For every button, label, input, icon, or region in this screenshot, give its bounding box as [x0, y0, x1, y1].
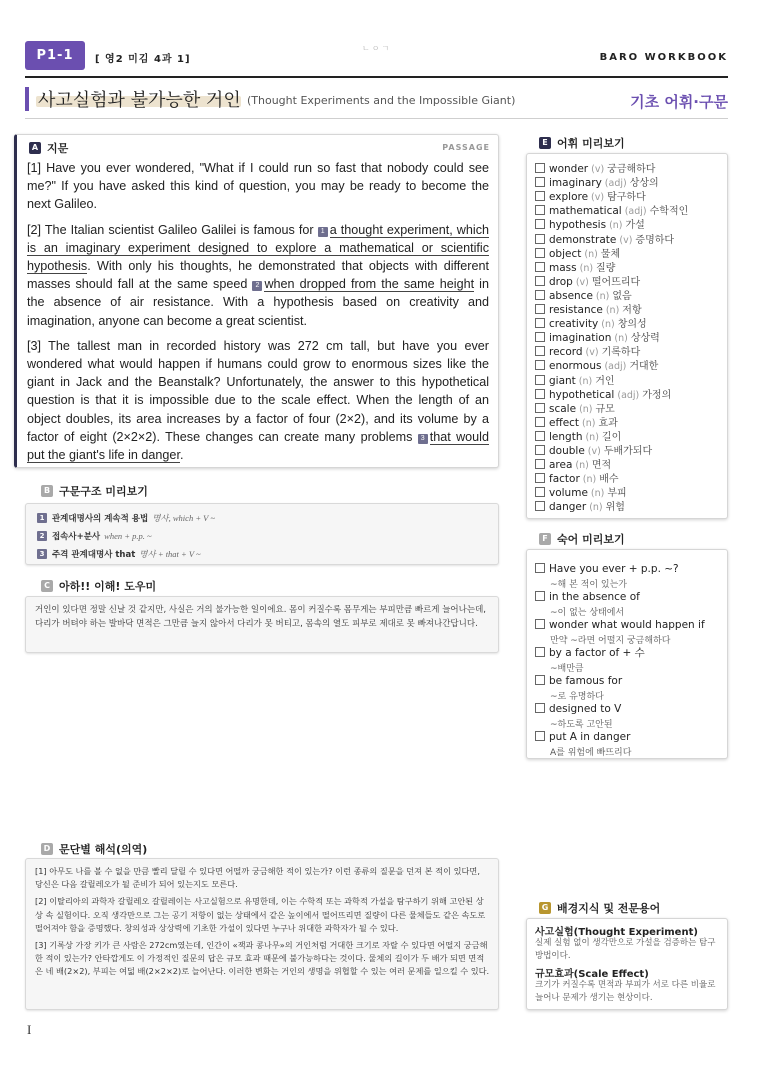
vocab-word: length	[549, 430, 583, 443]
passage-paragraph-2: [2] The Italian scientist Galileo Galilei is famous for 1 a thought experiment, which is an imaginary experiment designed to explore a mathematical or scientific hypothesis. With only his thoughts, he demonstrated that objects with different masses should fall at the same speed 2 when dropped from the same height in the absence of air resistance. With a hypothesis based on creativity and imagination, anyone can become a great scientist.	[27, 222, 489, 328]
vocab-meaning: 거인	[595, 375, 615, 387]
translation-paragraph-2: [2] 이탈리아의 과학자 갈릴레오 갈릴레이는 사고실험으로 유명한데, 이는 수학적 또는 과학적 가설을 탐구하기 위해 고안된 상상 속 실험이다. 오직 생각만으로 그는 공기 저항이 없는 상태에서 같은 높이에서 떨어뜨리면 질량이 다른 물체들도 같은 속도로 떨어져야 함을 증명했다. 창의성과 상상력에 기초한 가설이 있다면 누구나 위대한 과학자가 될 수 있다.	[35, 896, 486, 933]
vocab-pos: (adj)	[604, 361, 627, 373]
vocab-pos: (v)	[575, 276, 589, 288]
vocab-word: giant	[549, 374, 576, 387]
vocab-checkbox[interactable]	[535, 487, 545, 497]
section-letter-a: A	[29, 142, 41, 154]
vocab-pos: (n)	[605, 305, 620, 316]
vocab-item	[535, 428, 621, 443]
vocab-word: record	[549, 346, 583, 359]
page-title: 사고실험과 불가능한 거인	[38, 90, 241, 111]
section-letter-d: D	[41, 843, 53, 855]
vocab-meaning: 길이	[601, 431, 622, 443]
vocab-meaning: 면적	[591, 460, 612, 472]
vocab-pos: (n)	[584, 248, 598, 260]
vocab-item	[535, 245, 620, 260]
grammar-item: 3 주격 관계대명사 that 명사 + that + V ~	[37, 548, 201, 560]
vocab-item	[535, 160, 655, 175]
vocab-checkbox[interactable]	[535, 304, 545, 314]
idiom-item	[535, 725, 631, 758]
vocab-checkbox[interactable]	[535, 360, 545, 370]
passage-heading: A 지문	[29, 140, 68, 156]
vocab-word: wonder	[549, 163, 589, 175]
vocab-checkbox[interactable]	[535, 262, 545, 272]
vocab-item	[535, 188, 646, 203]
vocab-meaning: 증명하다	[635, 234, 675, 246]
idiom-checkbox[interactable]	[535, 647, 545, 657]
background-term: 규모효과(Scale Effect)	[535, 969, 649, 980]
vocab-word: area	[549, 459, 573, 472]
vocab-pos: (v)	[591, 164, 605, 175]
title-accent-bar	[25, 87, 29, 111]
vocab-item	[535, 216, 645, 231]
vocab-pos: (n)	[579, 403, 593, 415]
vocab-word: creativity	[549, 318, 599, 331]
vocab-word: resistance	[549, 304, 603, 316]
vocab-checkbox[interactable]	[535, 205, 545, 215]
vocab-meaning: 없음	[612, 290, 632, 302]
passage-paragraph-1: [1] Have you ever wondered, "What if I could run so fast that nobody could see me?" If you have asked this kind of question, you may be ready to become the next Galileo.	[27, 161, 489, 212]
vocab-checkbox[interactable]	[535, 177, 545, 187]
vocab-meaning: 규모	[595, 403, 615, 415]
vocab-pos: (v)	[591, 192, 605, 204]
idiom-phrase: designed to V	[549, 703, 622, 715]
vocab-pos: (n)	[614, 333, 628, 345]
vocab-word: double	[549, 445, 585, 457]
vocab-item	[535, 329, 660, 344]
vocab-meaning: 상상력	[630, 333, 660, 345]
vocab-word: demonstrate	[549, 233, 617, 246]
vocab-meaning: 가정의	[642, 389, 672, 401]
vocab-checkbox[interactable]	[535, 501, 545, 511]
vocab-meaning: 위험	[605, 502, 625, 514]
section-letter-c: C	[41, 580, 53, 592]
vocab-pos: (n)	[601, 319, 615, 331]
background-term: 사고실험(Thought Experiment)	[535, 927, 698, 938]
vocab-word: scale	[549, 402, 577, 415]
underlined-phrase-1: a thought experiment, which is an imaginary experiment designed to explore a mathematical or scientific hypothesis	[27, 222, 489, 274]
vocab-item	[535, 231, 674, 246]
idiom-checkbox[interactable]	[535, 731, 545, 741]
vocab-meaning: 두배가되다	[603, 446, 653, 457]
vocab-item	[535, 174, 659, 189]
vocab-checkbox[interactable]	[535, 332, 545, 342]
idiom-meaning: ~이 없는 상태에서	[550, 608, 625, 618]
idiom-phrase: be famous for	[549, 675, 623, 687]
vocab-pos: (n)	[595, 290, 610, 302]
idiom-phrase: by a factor of + 수	[549, 647, 645, 659]
vocab-item	[535, 386, 671, 401]
idiom-phrase: wonder what would happen if	[549, 619, 705, 631]
vocab-checkbox[interactable]	[535, 290, 545, 300]
unit-source: [ 영2 미김 4과 1]	[95, 54, 191, 65]
vocab-pos: (n)	[609, 220, 623, 232]
vocab-checkbox[interactable]	[535, 445, 545, 455]
vocab-word: mass	[549, 261, 577, 274]
vocab-item	[535, 456, 611, 471]
grammar-item: 2 접속사+분사 when + p.p. ~	[37, 530, 152, 542]
vocab-checkbox[interactable]	[535, 403, 545, 413]
idiom-checkbox[interactable]	[535, 619, 545, 629]
vocab-item	[535, 414, 618, 429]
page-subtitle: (Thought Experiments and the Impossible Giant)	[247, 94, 516, 107]
translation-heading: D 문단별 해석(의역)	[41, 841, 147, 857]
vocab-heading: E 어휘 미리보기	[539, 135, 625, 151]
background-desc: 크기가 커질수록 면적과 부피가 서로 다른 비율로 늘어나 문제가 생기는 현상이다.	[535, 980, 716, 1003]
vocab-checkbox[interactable]	[535, 346, 545, 356]
vocab-pos: (v)	[619, 234, 633, 246]
vocab-item	[535, 259, 615, 274]
idiom-checkbox[interactable]	[535, 703, 545, 713]
vocab-checkbox[interactable]	[535, 473, 545, 483]
vocab-checkbox[interactable]	[535, 248, 545, 258]
grammar-marker-2: 2	[252, 281, 262, 291]
tip-text: 거인이 있다면 정말 신날 것 같지만, 사실은 거의 불가능한 일이에요. 몸이 커질수록 몸무게는 부피만큼 빠르게 늘어나는데, 다리가 버텨야 하는 발바닥 면적은 그만큼 늘지 않아서 다리가 못 버티고, 몸속의 열도 피부로 제대로 못 빠져나간답니다.	[35, 605, 486, 629]
vocab-pos: (adj)	[617, 389, 640, 401]
vocab-item	[535, 357, 658, 372]
grammar-marker-1: 1	[318, 227, 328, 237]
vocab-pos: (n)	[578, 375, 593, 387]
vocab-word: imagination	[549, 332, 612, 345]
vocab-meaning: 창의성	[617, 319, 647, 331]
vocab-item	[535, 273, 640, 288]
vocab-word: drop	[549, 275, 573, 288]
vocab-checkbox[interactable]	[535, 459, 545, 469]
vocab-pos: (n)	[585, 431, 599, 443]
vocab-meaning: 가설	[625, 220, 645, 232]
vocab-meaning: 거대한	[629, 361, 659, 373]
vocab-word: mathematical	[549, 205, 622, 218]
grammar-heading: B 구문구조 미리보기	[41, 483, 148, 499]
vocab-word: object	[549, 247, 582, 260]
grammar-item: 1 관계대명사의 계속적 용법 명사, which + V ~	[37, 512, 215, 524]
unit-badge: P1-1	[25, 41, 85, 70]
idiom-checkbox[interactable]	[535, 563, 545, 573]
vocab-meaning: 수학적인	[649, 206, 689, 218]
page-footer-mark: I	[27, 1022, 32, 1037]
idiom-phrase: in the absence of	[549, 591, 640, 603]
title-divider	[25, 118, 728, 119]
brand-name: BARO WORKBOOK	[599, 52, 728, 63]
vocab-word: hypothesis	[549, 219, 607, 232]
vocab-checkbox[interactable]	[535, 389, 545, 399]
passage-paragraph-3: [3] The tallest man in recorded history was 272 cm tall, but have you ever wondered what would happen if humans could grow to enormous sizes like the giant in Jack and the Beanstalk? Unfortunately, the answer to this hypothetical question is that it is impossible due to the scale effect. When the length of an object doubles, its area increases by a factor of four (2×2), and its volume by a factor of eight (2×2×2). These changes can create many problems 3 that would put the giant's life in danger.	[27, 338, 489, 463]
idiom-meaning: ~해 본 적이 있는가	[550, 580, 627, 590]
vocab-checkbox[interactable]	[535, 219, 545, 229]
idiom-meaning: 만약 ~라면 어떨지 궁금해하다	[550, 636, 671, 646]
vocab-item	[535, 315, 647, 330]
vocab-meaning: 저항	[622, 305, 642, 316]
vocab-checkbox[interactable]	[535, 234, 545, 244]
vocab-meaning: 상상의	[629, 178, 659, 190]
section-letter-b: B	[41, 485, 53, 497]
vocab-checkbox[interactable]	[535, 431, 545, 441]
vocab-checkbox[interactable]	[535, 163, 545, 173]
underlined-phrase-3: that would put the giant's life in danger	[27, 429, 489, 463]
vocab-checkbox[interactable]	[535, 191, 545, 201]
vocab-word: hypothetical	[549, 388, 615, 401]
vocab-word: enormous	[549, 360, 602, 373]
vocab-meaning: 효과	[598, 417, 618, 429]
vocab-pos: (adj)	[624, 206, 647, 218]
passage-tag: PASSAGE	[442, 143, 490, 152]
passage-text	[27, 159, 489, 471]
vocab-item	[535, 287, 632, 302]
vocab-item	[535, 484, 627, 499]
vocab-pos: (n)	[589, 502, 603, 514]
background-heading: G 배경지식 및 전문용어	[539, 900, 660, 916]
idiom-meaning: ~배만큼	[550, 664, 584, 674]
underlined-phrase-2: when dropped from the same height	[264, 277, 475, 292]
vocab-pos: (adj)	[604, 178, 627, 190]
vocab-meaning: 질량	[596, 262, 616, 274]
vocab-meaning: 부피	[607, 488, 627, 500]
idiom-phrase: Have you ever + p.p. ~?	[549, 563, 679, 575]
vocab-meaning: 떨어뜨리다	[591, 276, 641, 288]
vocab-checkbox[interactable]	[535, 417, 545, 427]
vocab-item	[535, 442, 652, 457]
idiom-meaning: ~하도록 고안된	[550, 720, 613, 730]
section-category: 기초 어휘·구문	[630, 93, 728, 111]
vocab-pos: (n)	[582, 417, 596, 429]
tip-heading: C 아하!! 이해! 도우미	[41, 578, 156, 594]
vocab-word: danger	[549, 501, 587, 514]
vocab-pos: (n)	[582, 474, 597, 486]
header-divider	[25, 76, 728, 78]
vocab-pos: (v)	[587, 446, 601, 457]
vocab-item	[535, 498, 625, 513]
vocab-item	[535, 400, 615, 415]
vocab-pos: (n)	[590, 488, 605, 500]
header-mark: ㄴㅇㄱ	[362, 44, 392, 53]
section-letter-e: E	[539, 137, 551, 149]
vocab-pos: (n)	[579, 262, 594, 274]
vocab-word: factor	[549, 473, 580, 486]
background-desc: 실제 실험 없이 생각만으로 가설을 검증하는 탐구 방법이다.	[535, 938, 716, 961]
section-letter-f: F	[539, 533, 551, 545]
vocab-word: explore	[549, 191, 589, 204]
idiom-checkbox[interactable]	[535, 591, 545, 601]
vocab-word: volume	[549, 487, 588, 500]
vocab-checkbox[interactable]	[535, 375, 545, 385]
vocab-meaning: 배수	[599, 474, 619, 486]
vocab-checkbox[interactable]	[535, 318, 545, 328]
vocab-item	[535, 301, 642, 316]
translation-paragraph-1: [1] 아무도 나를 볼 수 없을 만큼 빨리 달릴 수 있다면 어떨까 궁금해한 적이 있는가? 이런 종류의 질문을 던져 본 적이 있다면, 당신은 다음 갈릴레오가 될 준비가 되어 있는지도 모른다.	[35, 866, 480, 890]
section-letter-g: G	[539, 902, 551, 914]
idiom-phrase: put A in danger	[549, 731, 631, 743]
idiom-meaning: A를 위험에 빠뜨리다	[550, 748, 632, 758]
vocab-pos: (n)	[575, 460, 589, 472]
vocab-word: absence	[549, 289, 593, 302]
vocab-meaning: 기록하다	[601, 347, 641, 359]
idiom-checkbox[interactable]	[535, 675, 545, 685]
vocab-pos: (v)	[585, 347, 599, 359]
translation-paragraph-3: [3] 기록상 가장 키가 큰 사람은 272cm였는데, 인간이 «잭과 콩나무»의 거인처럼 거대한 크기로 자랄 수 있다면 어떨지 궁금해한 적이 있는가? 안타깝게도 이 가정적인 질문의 답은 규모 효과 때문에 불가능하다는 것이다. 물체의 길이가 두 배가 되면 면적은 네 배(2×2), 부피는 여덟 배(2×2×2)로 늘어난다. 이러한 변화는 거인의 생명을 위협할 수 있는 여러 문제를 일으킬 수 있다.	[35, 940, 490, 977]
vocab-item	[535, 343, 640, 358]
vocab-meaning: 물체	[600, 248, 621, 260]
vocab-word: imaginary	[549, 177, 602, 190]
idiom-meaning: ~로 유명하다	[550, 692, 604, 702]
vocab-word: effect	[549, 416, 580, 429]
translation-text	[35, 865, 490, 983]
vocab-item	[535, 202, 688, 217]
vocab-meaning: 탐구하다	[607, 192, 646, 204]
vocab-meaning: 궁금해하다	[607, 164, 656, 175]
idiom-heading: F 숙어 미리보기	[539, 531, 625, 547]
vocab-checkbox[interactable]	[535, 276, 545, 286]
grammar-marker-3: 3	[418, 434, 428, 444]
vocab-item	[535, 372, 615, 387]
vocab-item	[535, 470, 619, 485]
